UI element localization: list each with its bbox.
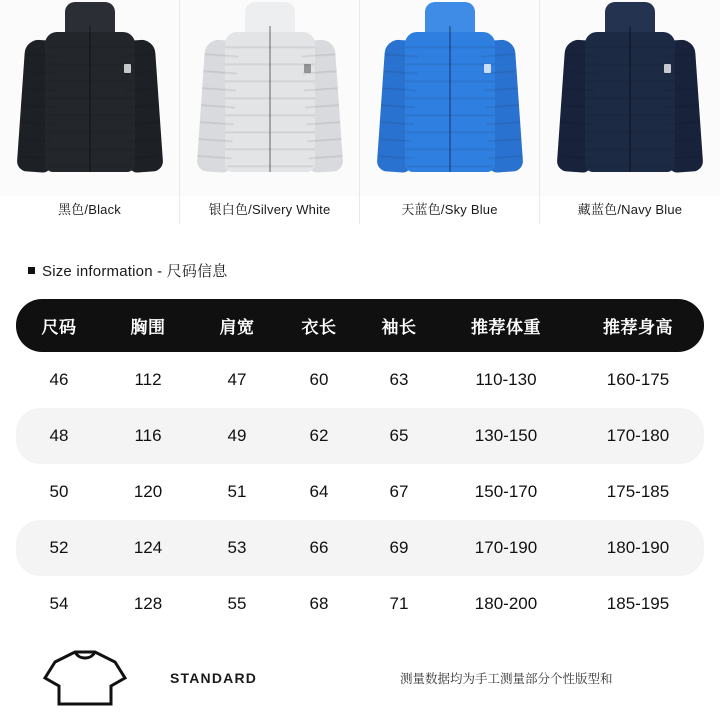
- column-header-weight: 推荐体重: [471, 318, 541, 337]
- cell-weight: 130-150: [440, 408, 572, 464]
- cell-height: 180-190: [572, 520, 704, 576]
- jacket-illustration: [375, 2, 525, 194]
- cell-sleeve: 71: [389, 594, 409, 613]
- cell-size: 54: [49, 594, 69, 613]
- size-information-heading: [28, 260, 720, 281]
- cell-height: 170-180: [572, 408, 704, 464]
- table-row: [16, 576, 704, 632]
- cell-shoulder: 51: [227, 482, 247, 501]
- cell-shoulder: 55: [227, 594, 247, 613]
- product-photo-sky-blue[interactable]: [360, 0, 540, 196]
- cell-weight: 110-130: [475, 370, 537, 389]
- cell-height: 185-195: [606, 594, 670, 613]
- cell-length: 62: [280, 408, 358, 464]
- product-photo-black[interactable]: [0, 0, 180, 196]
- cell-length: 64: [309, 482, 329, 501]
- color-option-1[interactable]: [180, 0, 360, 224]
- cell-size: 46: [49, 370, 69, 389]
- measurement-note: 测量数据均为手工测量部分个性版型和: [400, 672, 613, 686]
- cell-length: 66: [280, 520, 358, 576]
- column-header-sleeve: 袖长: [381, 318, 417, 337]
- size-table-header: [16, 299, 704, 352]
- column-header-shoulder: 肩宽: [219, 318, 255, 337]
- color-option-0[interactable]: [0, 0, 180, 224]
- cell-sleeve: 65: [358, 408, 440, 464]
- size-table-wrapper: [16, 299, 704, 632]
- table-header-row: [16, 299, 704, 352]
- size-information-heading-text: Size information - 尺码信息: [42, 263, 228, 280]
- color-label-3: 藏蓝色/Navy Blue: [540, 196, 720, 224]
- jacket-illustration: [555, 2, 705, 194]
- color-label-1: 银白色/Silvery White: [180, 196, 359, 224]
- cell-chest: 120: [133, 482, 163, 501]
- table-row: [16, 520, 704, 576]
- product-photo-silvery-white[interactable]: [180, 0, 360, 196]
- cell-length: 60: [309, 370, 329, 389]
- tshirt-outline-icon: [0, 644, 170, 706]
- product-photo-navy-blue[interactable]: [540, 0, 720, 196]
- color-swatch-row: [0, 0, 720, 224]
- cell-chest: 112: [134, 370, 162, 389]
- color-option-3[interactable]: [540, 0, 720, 224]
- cell-chest: 128: [133, 594, 163, 613]
- cell-weight: 170-190: [440, 520, 572, 576]
- footer-row: [0, 644, 720, 710]
- column-header-height: 推荐身高: [603, 318, 673, 337]
- cell-shoulder: 49: [194, 408, 280, 464]
- square-bullet-icon: [28, 267, 35, 274]
- jacket-illustration: [195, 2, 345, 194]
- color-label-0: 黑色/Black: [0, 196, 179, 224]
- cell-length: 68: [309, 594, 329, 613]
- cell-size: 50: [49, 482, 69, 501]
- cell-height: 175-185: [606, 482, 670, 501]
- cell-weight: 150-170: [474, 482, 538, 501]
- column-header-chest: 胸围: [130, 318, 166, 337]
- size-table-body: [16, 352, 704, 632]
- color-label-2: 天蓝色/Sky Blue: [360, 196, 539, 224]
- cell-shoulder: 47: [227, 370, 247, 389]
- cell-weight: 180-200: [474, 594, 538, 613]
- cell-sleeve: 69: [358, 520, 440, 576]
- cell-chest: 124: [102, 520, 194, 576]
- column-header-length: 衣长: [301, 318, 337, 337]
- cell-shoulder: 53: [194, 520, 280, 576]
- size-table: [16, 299, 704, 632]
- cell-sleeve: 63: [389, 370, 409, 389]
- color-option-2[interactable]: [360, 0, 540, 224]
- column-header-size: 尺码: [41, 318, 77, 337]
- cell-height: 160-175: [606, 370, 670, 389]
- table-row: [16, 352, 704, 408]
- cell-size: 48: [16, 408, 102, 464]
- cell-size: 52: [16, 520, 102, 576]
- jacket-illustration: [15, 2, 165, 194]
- table-row: [16, 464, 704, 520]
- cell-chest: 116: [102, 408, 194, 464]
- cell-sleeve: 67: [389, 482, 409, 501]
- standard-label: STANDARD: [170, 670, 258, 686]
- table-row: [16, 408, 704, 464]
